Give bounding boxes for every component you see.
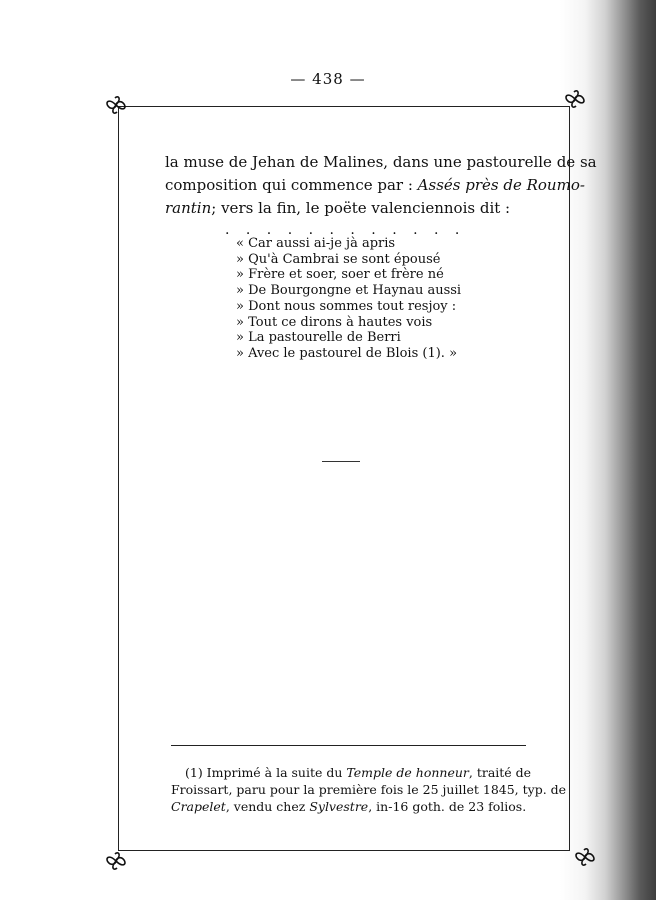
footnote-line-1-end: , traité de — [468, 765, 532, 780]
footnote-line-1-text: (1) Imprimé à la suite du — [185, 765, 347, 780]
verse-block — [236, 236, 461, 362]
verse-line: » Dont nous sommes tout resjoy : — [236, 298, 457, 314]
paragraph-line-2-text: composition qui commence par : — [165, 176, 418, 194]
verse-line: « Car aussi ai-je jà apris — [236, 236, 396, 251]
footnote-rule — [171, 745, 526, 746]
verse-line: » Tout ce dirons à hautes vois — [236, 314, 433, 330]
corner-ornament-top-left-icon — [104, 94, 128, 116]
verse-line: » La pastourelle de Berri — [236, 330, 401, 346]
footnote-line-3-end: , in-16 goth. de 23 folios. — [368, 799, 527, 814]
corner-ornament-bottom-right-icon — [573, 846, 597, 868]
verse-line: » Qu'à Cambrai se sont épousé — [236, 251, 441, 267]
paragraph-line-3-text: ; vers la fin, le poëte valenciennois dit : — [211, 199, 511, 217]
ellipsis-row: . . . . . . . . . . . . — [225, 222, 466, 238]
quoted-title-end: rantin — [165, 199, 212, 217]
footnote-printer: Crapelet — [171, 799, 226, 814]
footnote-line-3-text: , vendu chez — [225, 799, 310, 814]
paragraph-line-2 — [165, 174, 585, 197]
corner-ornament-bottom-left-icon — [104, 850, 128, 872]
footnote-line-2: Froissart, paru pour la première fois le 25 juillet 1845, typ. de — [171, 782, 567, 797]
section-separator — [322, 461, 360, 462]
footnote-seller: Sylvestre — [309, 799, 369, 814]
quoted-title: Assés près de Roumo- — [417, 176, 585, 194]
body-paragraph — [165, 151, 597, 220]
verse-line: » Avec le pastourel de Blois (1). » — [236, 345, 458, 361]
page-number: — 438 — — [290, 70, 366, 88]
verse-line: » De Bourgongne et Haynau aussi — [236, 283, 462, 299]
paragraph-line-1: la muse de Jehan de Malines, dans une pastourelle de sa — [165, 153, 597, 171]
corner-ornament-top-right-icon — [563, 88, 587, 110]
footnote-title: Temple de honneur — [346, 765, 469, 780]
footnote-line-1 — [171, 764, 531, 781]
paragraph-line-3 — [165, 197, 530, 220]
footnote-line-3 — [171, 798, 531, 815]
verse-line: » Frère et soer, soer et frère né — [236, 267, 444, 283]
footnote — [171, 764, 567, 815]
